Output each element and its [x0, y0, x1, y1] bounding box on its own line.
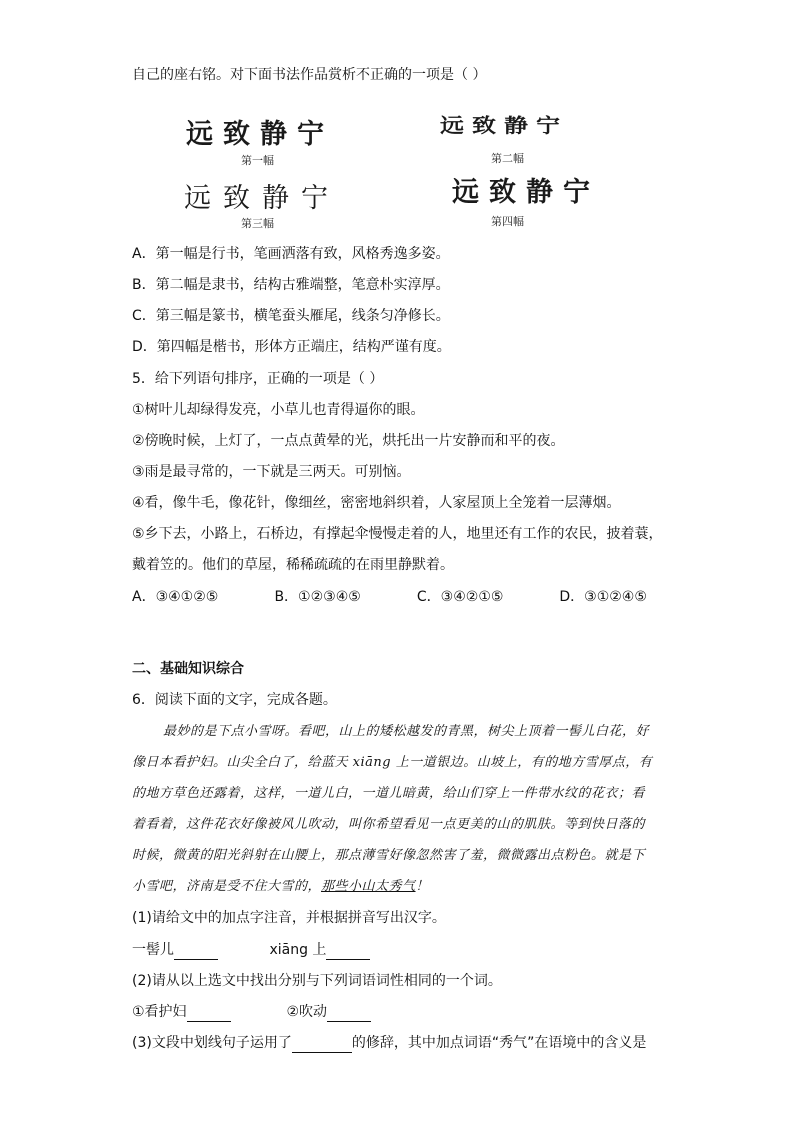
sub1-item-2-label: xiāng 上	[269, 942, 327, 958]
answer-blank[interactable]	[327, 1005, 371, 1022]
sub2-item-2	[286, 1002, 371, 1022]
calligraphy-4: 远致静宁	[452, 177, 600, 208]
calligraphy-2: 远致静宁	[440, 113, 568, 137]
sub3-prefix: (3)文段中划线句子运用了	[132, 1035, 292, 1051]
sub1-item-1	[132, 940, 265, 960]
sub2-item-1-label: ①看护妇	[132, 1004, 187, 1020]
q5-option-a: A．③④①②⑤	[132, 589, 219, 605]
q6-passage-line-4: 着看着，这件花衣好像被风儿吹动，叫你希望看见一点更美的山的肌肤。等到快日落的	[132, 817, 646, 832]
sub1-item-1-label: 一髻儿	[132, 942, 174, 958]
answer-blank[interactable]	[174, 943, 218, 960]
q4-option-d: D．第四幅是楷书，形体方正端庄，结构严谨有度。	[132, 339, 451, 355]
q6-sub2-items	[132, 1002, 371, 1022]
q5-sentence-5-cont: 戴着笠的。他们的草屋，稀稀疏疏的在雨里静默着。	[132, 557, 454, 573]
sub1-item-2	[269, 940, 370, 960]
q6-passage-line-6	[132, 877, 429, 897]
section-2-title: 二、基础知识综合	[132, 661, 244, 677]
q6-sub3	[132, 1033, 646, 1053]
section-2-heading	[132, 659, 244, 679]
q4-option-b: B．第二幅是隶书，结构古雅端整，笔意朴实淳厚。	[132, 277, 450, 293]
q4-option-c: C．第三幅是篆书，横笔蚕头雁尾，线条匀净修长。	[132, 308, 450, 324]
passage-last-suffix: ！	[415, 879, 430, 894]
question-4-stem: 自己的座右铭。对下面书法作品赏析不正确的一项是（ ）	[132, 67, 487, 83]
underlined-sentence: 那些小山太秀气	[321, 879, 416, 894]
calligraphy-4-caption: 第四幅	[491, 215, 524, 228]
q5-options	[132, 587, 647, 607]
q6-passage-line-5: 时候，微黄的阳光斜射在山腰上，那点薄雪好像忽然害了羞，微微露出点粉色。就是下	[132, 848, 646, 863]
q4-option-a: A．第一幅是行书，笔画洒落有致，风格秀逸多姿。	[132, 246, 450, 262]
q5-sentence-5: ⑤乡下去，小路上，石桥边，有撑起伞慢慢走着的人，地里还有工作的农民，披着蓑，	[132, 526, 663, 542]
q6-sub1-stem: (1)请给文中的加点字注音，并根据拼音写出汉字。	[132, 910, 446, 926]
answer-blank[interactable]	[326, 943, 370, 960]
calligraphy-3-caption: 第三幅	[241, 217, 274, 230]
calligraphy-1-caption: 第一幅	[241, 154, 274, 167]
q6-passage-line-3: 的地方草色还露着，这样，一道儿白，一道儿暗黄，给山们穿上一件带水纹的花衣；看	[132, 786, 646, 801]
q6-sub1-items	[132, 940, 370, 960]
passage-last-prefix: 小雪吧，济南是受不住大雪的，	[132, 879, 322, 894]
answer-blank[interactable]	[292, 1036, 352, 1053]
q5-sentence-1: ①树叶儿却绿得发亮，小草儿也青得逼你的眼。	[132, 402, 425, 418]
calligraphy-1: 远致静宁	[186, 119, 334, 150]
q6-passage-line-2: 像日本看护妇。山尖全白了，给蓝天 xiāng 上一道银边。山坡上，有的地方雪厚点，有	[132, 755, 653, 770]
question-5-stem: 5．给下列语句排序，正确的一项是（ ）	[132, 371, 384, 387]
question-6-stem: 6．阅读下面的文字，完成各题。	[132, 692, 337, 708]
calligraphy-3: 远致静宁	[184, 183, 340, 214]
q5-sentence-2: ②傍晚时候，上灯了，一点点黄晕的光，烘托出一片安静而和平的夜。	[132, 433, 565, 449]
calligraphy-2-caption: 第二幅	[491, 152, 524, 165]
q5-sentence-3: ③雨是最寻常的，一下就是三两天。可别恼。	[132, 464, 411, 480]
sub2-item-1	[132, 1002, 282, 1022]
answer-blank[interactable]	[187, 1005, 231, 1022]
q5-option-c: C．③④②①⑤	[416, 589, 504, 605]
sub3-suffix: 的修辞，其中加点词语“秀气”在语境中的含义是	[351, 1035, 647, 1051]
q5-option-b: B．①②③④⑤	[274, 589, 361, 605]
sub2-item-2-label: ②吹动	[286, 1004, 328, 1020]
q6-passage-line-1: 最妙的是下点小雪呀。看吧，山上的矮松越发的青黑，树尖上顶着一髻儿白花，好	[163, 724, 650, 739]
q5-sentence-4: ④看，像牛毛，像花针，像细丝，密密地斜织着，人家屋顶上全笼着一层薄烟。	[132, 495, 621, 511]
q6-sub2-stem: (2)请从以上选文中找出分别与下列词语词性相同的一个词。	[132, 973, 502, 989]
q5-option-d: D．③①②④⑤	[559, 589, 647, 605]
